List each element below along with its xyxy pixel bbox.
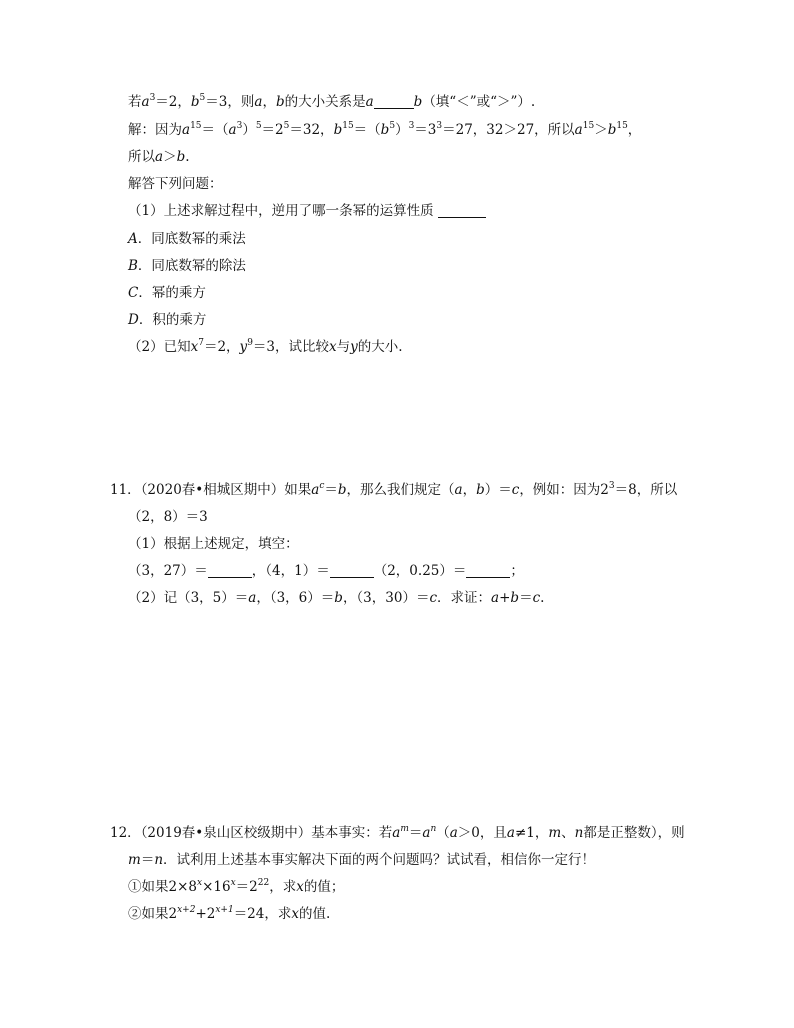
problem-number: 12．	[110, 825, 141, 841]
answer-blank[interactable]	[466, 563, 510, 578]
intro-line-4: 解答下列问题：	[128, 176, 223, 192]
problem-12-line-2: m＝n．试利用上述基本事实解决下面的两个问题吗？试试看，相信你一定行！	[128, 852, 596, 868]
intro-line-3: 所以a＞b.	[128, 149, 190, 165]
answer-blank[interactable]	[330, 563, 374, 578]
answer-blank[interactable]	[208, 563, 252, 578]
problem-11-line-1: 11．（2020春•相城区期中）如果$a^c=b$，那么我们规定（a，b）＝c，例如：因为$2^3=8$，所以	[110, 481, 678, 498]
problem-11-line-4: （3，27）＝ ，（4，1）＝ （2，0.25）＝ ；	[128, 563, 524, 579]
option-b: B．同底数幂的除法	[128, 258, 246, 274]
intro-line-2: 解：因为$a^{15}=(a^3)^5=2^5=32$，$b^{15}=(b^5)^3=3^3=27$，32＞27，所以$a^{15}>b^{15}$，	[128, 121, 642, 138]
problem-11-line-3: （1）根据上述规定，填空：	[128, 536, 299, 552]
option-c: C．幂的乘方	[128, 285, 206, 301]
answer-blank[interactable]	[438, 203, 486, 218]
problem-11-line-2: （2，8）＝3	[128, 509, 208, 525]
problem-12-line-1: 12．（2019春•泉山区校级期中）基本事实：若$a^m=a^n(a>0$，且a≠1，m、n都是正整数），则	[110, 824, 685, 841]
option-a: A．同底数幂的乘法	[128, 231, 246, 247]
problem-11-line-5: （2）记（3，5）＝a，（3，6）＝b，（3，30）＝c．求证：a+b＝c.	[128, 590, 545, 606]
problem-12-item-2: ②如果$2^{x+2}+2^{x+1}=24$，求x的值.	[128, 905, 331, 922]
problem-number: 11．	[110, 482, 141, 498]
option-d: D．积的乘方	[128, 312, 207, 328]
question-2: （2）已知$x^7=2$，$y^9=3$，试比较x与y的大小.	[128, 338, 403, 355]
question-1: （1）上述求解过程中，逆用了哪一条幂的运算性质	[128, 201, 486, 221]
answer-blank[interactable]	[374, 94, 414, 109]
problem-12-item-1: ①如果$2\times 8^x\times 16^x=2^{22}$，求x的值；	[128, 878, 345, 895]
intro-line-1: 若$a^3=2$，$b^5=3$，则a，b的大小关系是a b（填“＜”或“＞”）.	[128, 93, 536, 110]
